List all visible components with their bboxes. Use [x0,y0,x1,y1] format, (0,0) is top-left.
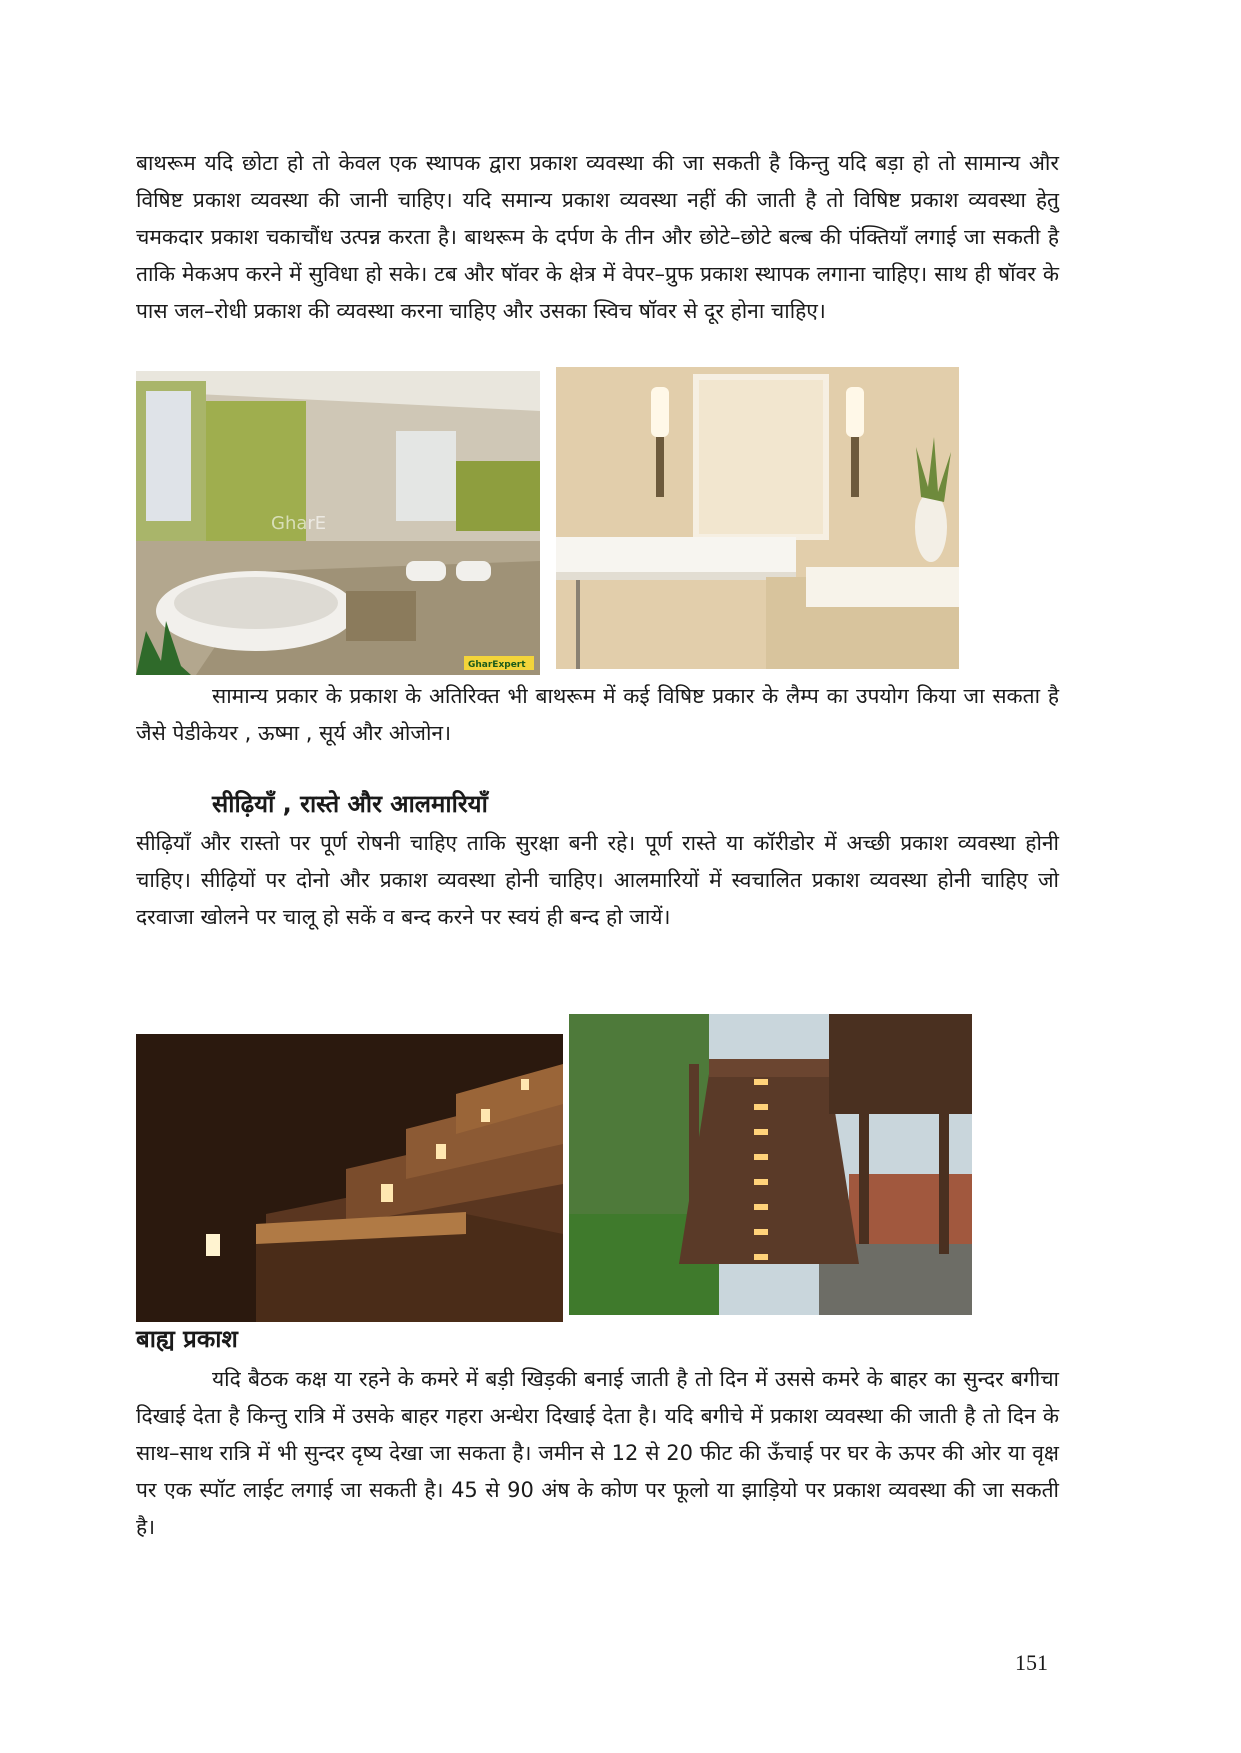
page-number: 151 [1015,1650,1048,1675]
outdoor-deck-stairs-photo [569,1014,972,1315]
bathroom-photo-sink [556,367,959,669]
ghar-expert-logo: GharExpert [468,660,526,670]
stairs-lighting-paragraph: सीढ़ियाँ और रास्तो पर पूर्ण रोषनी चाहिए ताकि सुरक्षा बनी रहे। पूर्ण रास्ते या कॉरीडोर में अच्छी प्रकाश व्यवस्था होनी चाहिए। सीढ़ियों पर दोनो और प्रकाश व्यवस्था होनी चाहिए। आलमारियों में स्वचालित प्रकाश व्यवस्था होनी चाहिए जो दरवाजा खोलने पर चालू हो सकें व बन्द करने पर स्वयं ही बन्द हो जायें। [136,831,1059,929]
special-lamps-paragraph: सामान्य प्रकार के प्रकाश के अतिरिक्त भी बाथरूम में कई विषिष्ट प्रकार के लैम्प का उपयोग किया जा सकता है जैसे पेडीकेयर , ऊष्मा , सूर्य और ओजोन। [136,684,1059,745]
exterior-lighting-paragraph: यदि बैठक कक्ष या रहने के कमरे में बड़ी खिड़की बनाई जाती है तो दिन में उससे कमरे के बाहर का सुन्दर बगीचा दिखाई देता है किन्तु रात्रि में उसके बाहर गहरा अन्धेरा दिखाई देता है। यदि बगीचे में प्रकाश व्यवस्था की जाती है तो दिन के साथ–साथ रात्रि में भी सुन्दर दृष्य देखा जा सकता है। जमीन से 12 से 20 फीट की ऊँचाई पर घर के ऊपर की ओर या वृक्ष पर एक स्पॉट लाईट लगाई जा सकती है। 45 से 90 अंष के कोण पर फूलो या झाड़ियो पर प्रकाश व्यवस्था की जा सकती है। [136,1367,1059,1539]
bathroom-photo-tub [136,371,540,675]
section-heading-exterior: बाह्य प्रकाश [136,1325,238,1353]
watermark-text: GharE [271,513,327,534]
section-heading-stairs: सीढ़ियाँ , रास्ते और आलमारियाँ [212,790,488,818]
bathroom-lighting-paragraph: बाथरूम यदि छोटा हो तो केवल एक स्थापक द्वारा प्रकाश व्यवस्था की जा सकती है किन्तु यदि बड़ा हो तो सामान्य और विषिष्ट प्रकाश व्यवस्था की जानी चाहिए। यदि समान्य प्रकाश व्यवस्था नहीं की जाती है तो विषिष्ट प्रकाश व्यवस्था हेतु चमकदार प्रकाश चकाचौंध उत्पन्न करता है। बाथरूम के दर्पण के तीन और छोटे–छोटे बल्ब की पंक्तियाँ लगाई जा सकती है ताकि मेकअप करने में सुविधा हो सके। टब और षॉवर के क्षेत्र में वेपर–प्रुफ प्रकाश स्थापक लगाना चाहिए। साथ ही षॉवर के पास जल–रोधी प्रकाश की व्यवस्था करना चाहिए और उसका स्विच षॉवर से दूर होना चाहिए। [136,151,1059,323]
indoor-stairs-photo [136,1034,563,1322]
